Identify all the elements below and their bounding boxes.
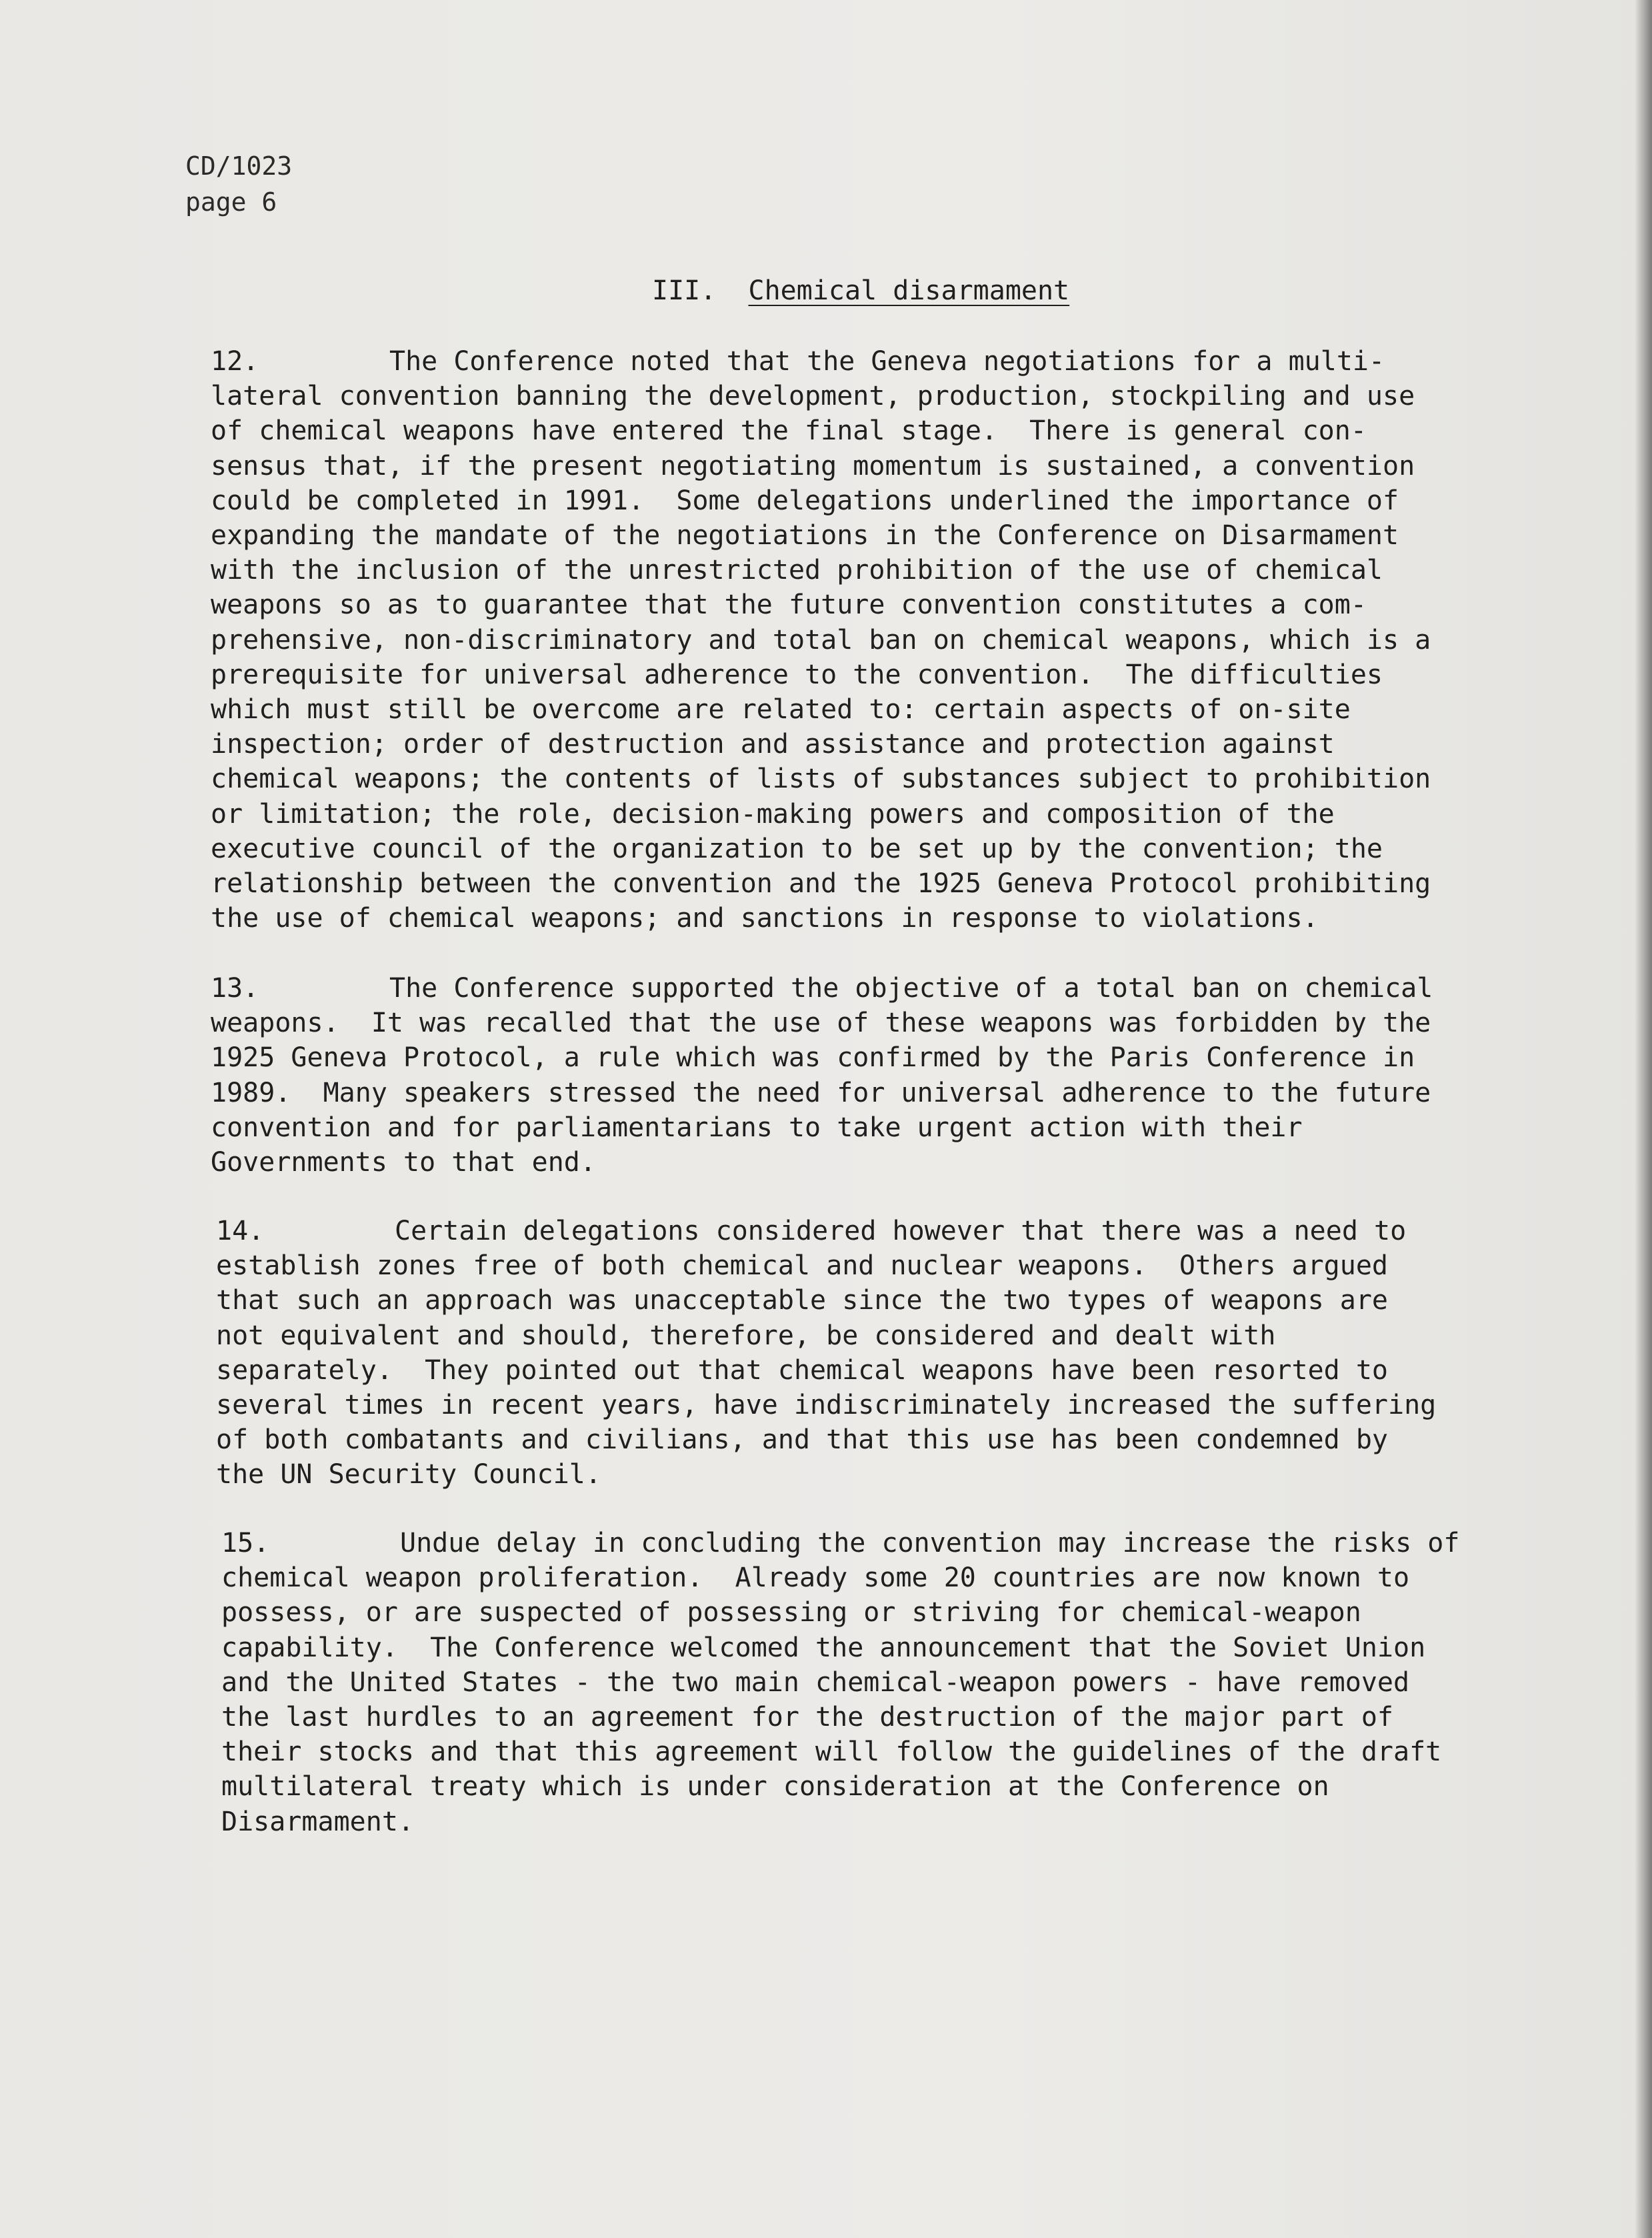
paragraph-line: 14. Certain delegations considered however that there was a need to — [216, 1214, 1576, 1248]
paragraph-line: their stocks and that this agreement will follow the guidelines of the draft — [221, 1737, 1442, 1768]
paragraph-line: capability. The Conference welcomed the announcement that the Soviet Union — [221, 1632, 1426, 1663]
paragraph-line: multilateral treaty which is under consideration at the Conference on — [221, 1771, 1329, 1803]
paragraph-line: chemical weapons; the contents of lists of substances subject to prohibition — [211, 764, 1431, 795]
paragraph-line: possess, or are suspected of possessing or striving for chemical-weapon — [221, 1597, 1361, 1628]
paragraph-line: 1925 Geneva Protocol, a rule which was confirmed by the Paris Conference in — [211, 1042, 1415, 1074]
paragraph-line: 15. Undue delay in concluding the convention may increase the risks of — [221, 1526, 1581, 1560]
paragraph-number: 14. — [216, 1216, 265, 1246]
paragraph-line: relationship between the convention and the 1925 Geneva Protocol prohibiting — [211, 868, 1431, 900]
paragraph-line: the use of chemical weapons; and sanctions in response to violations. — [211, 903, 1319, 934]
paragraph-line: expanding the mandate of the negotiations in the Conference on Disarmament — [211, 520, 1399, 551]
paragraph-line: could be completed in 1991. Some delegations underlined the importance of — [211, 485, 1399, 516]
paragraph-line: weapons so as to guarantee that the future convention constitutes a com- — [211, 590, 1367, 621]
paragraph-line: several times in recent years, have indiscriminately increased the suffering — [216, 1390, 1437, 1421]
paragraph-line: separately. They pointed out that chemical weapons have been resorted to — [216, 1354, 1388, 1386]
paragraph-number: 12. — [211, 346, 259, 377]
paragraph-line: executive council of the organization to be set up by the convention; the — [211, 833, 1383, 864]
paragraph-line: of chemical weapons have entered the final stage. There is general con- — [211, 415, 1367, 447]
page-edge-shadow — [1635, 0, 1652, 2238]
paragraph-line: the UN Security Council. — [216, 1459, 601, 1490]
paragraph-line: that such an approach was unacceptable since the two types of weapons are — [216, 1285, 1388, 1316]
paragraph-line: or limitation; the role, decision-making powers and composition of the — [211, 798, 1335, 830]
document-symbol: CD/1023 — [185, 151, 293, 181]
paragraph-15 — [221, 1526, 1581, 1839]
document-header — [185, 148, 292, 220]
paragraph-line: 1989. Many speakers stressed the need for universal adherence to the future — [211, 1077, 1431, 1108]
paragraph-line: weapons. It was recalled that the use of these weapons was forbidden by the — [211, 1008, 1431, 1039]
paragraph-line: lateral convention banning the development, production, stockpiling and use — [211, 381, 1415, 412]
page-number-label: page 6 — [185, 187, 277, 217]
section-heading — [652, 272, 1069, 309]
paragraph-line: inspection; order of destruction and assistance and protection against — [211, 729, 1335, 760]
paragraph-13 — [211, 971, 1571, 1180]
paragraph-number: 15. — [221, 1528, 270, 1558]
paragraph-line: Governments to that end. — [211, 1147, 596, 1178]
paragraph-line: and the United States - the two main chemical-weapon powers - have removed — [221, 1666, 1410, 1698]
paragraph-line: which must still be overcome are related to: certain aspects of on-site — [211, 694, 1351, 726]
paragraph-line: 13. The Conference supported the objective of a total ban on chemical — [211, 971, 1571, 1006]
paragraph-line: the last hurdles to an agreement for the destruction of the major part of — [221, 1702, 1393, 1733]
paragraph-line: convention and for parliamentarians to take urgent action with their — [211, 1112, 1303, 1143]
paragraph-number: 13. — [211, 973, 259, 1004]
section-title: Chemical disarmament — [748, 275, 1070, 306]
paragraph-14 — [216, 1214, 1576, 1492]
paragraph-line: establish zones free of both chemical and nuclear weapons. Others argued — [216, 1250, 1388, 1282]
paragraph-line: prehensive, non-discriminatory and total ban on chemical weapons, which is a — [211, 624, 1431, 656]
paragraph-line: prerequisite for universal adherence to the convention. The difficulties — [211, 659, 1383, 690]
paragraph-line: 12. The Conference noted that the Geneva negotiations for a multi- — [211, 344, 1571, 379]
section-number: III. — [652, 275, 717, 306]
paragraph-line: not equivalent and should, therefore, be considered and dealt with — [216, 1320, 1276, 1351]
paragraph-line: of both combatants and civilians, and that this use has been condemned by — [216, 1424, 1388, 1456]
paragraph-line: sensus that, if the present negotiating momentum is sustained, a convention — [211, 450, 1415, 481]
paragraph-12 — [211, 344, 1571, 936]
paragraph-line: chemical weapon proliferation. Already some 20 countries are now known to — [221, 1562, 1410, 1594]
paragraph-line: Disarmament. — [221, 1806, 414, 1837]
paragraph-line: with the inclusion of the unrestricted prohibition of the use of chemical — [211, 555, 1383, 586]
